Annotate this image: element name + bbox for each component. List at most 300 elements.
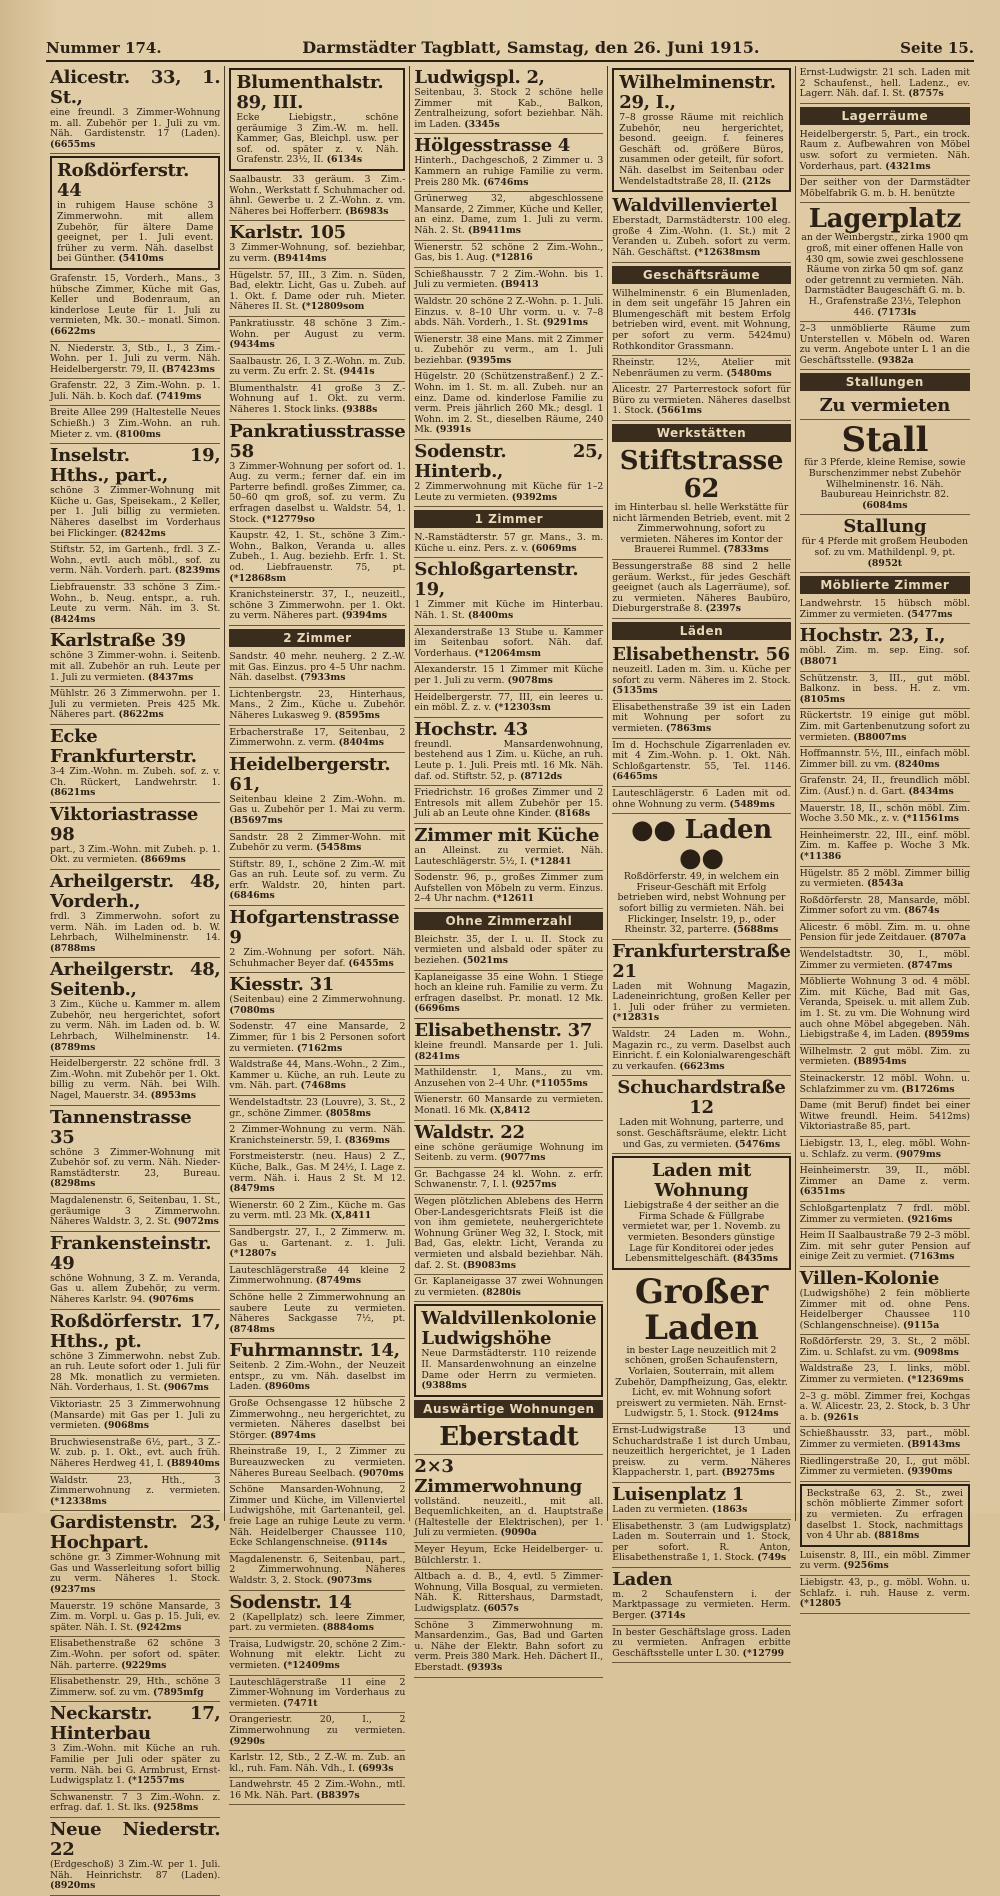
ad-reference: (6455ms <box>348 957 394 969</box>
ad-body: Heidelbergerstr. 22 schöne frdl. 3 Zim.-Wohn. mit Zubehör per 1. Okt. billig zu verm. Näh. bei Wilh. Nagel, Mauerstr. 34. <box>50 1058 221 1102</box>
classified-ad <box>414 1275 603 1302</box>
ad-body: Saalbaustr. 33 geräum. 3 Zim.-Wohn., Werkstatt f. Schuhmacher od. ähnl. Gewerbe u. 2 Z.-Wohn. z. vm. Näheres bei Hofferberr. <box>229 173 406 217</box>
ad-body: 3 Zim., Küche u. Kammer m. allem Zubehör, neu hergerichtet, sofort zu verm. Näh. im Laden od. b. W. Lehrbach, Wilhelminenstr. 14. <box>50 999 221 1043</box>
ad-reference: (3345s <box>464 118 500 130</box>
classified-ad <box>612 287 790 357</box>
classified-ad <box>229 382 405 420</box>
classified-ad <box>229 726 405 753</box>
classified-ad <box>414 626 603 664</box>
ad-reference: (6351ms <box>799 1186 845 1198</box>
classified-ad <box>229 906 405 973</box>
classified-ad <box>800 203 970 322</box>
classified-ad <box>800 747 970 774</box>
ad-body: 3 Zimmer-Wohnung per sofort od. 1. Aug. zu verm.; ferner daf. ein im Parterre befindl. großes Zimmer, ca. 50–60 qm groß, sof. zu verm. Zu erfragen daselbst u. Waldstr. 54, 1. Stock. <box>229 460 406 525</box>
ad-body: in bester Lage neuzeitlich mit 2 schönen, großen Schaufenstern, Vorlaien, Souterrain, mit allem Zubehör, Dampfheizung, Gas, elektr. Licht, ev. mit Wohnung sofort preiswert zu vermieten. Näh. Ernst-Ludwigstr. 5, 1. Stock. <box>615 1344 788 1420</box>
ad-reference: (9070ms <box>358 1467 404 1479</box>
classified-ad <box>50 1675 220 1702</box>
classified-ad <box>612 445 790 560</box>
ad-body: m. 2 Schaufenstern i. der Marktpassage zu vermieten. Herm. Berger. <box>612 1588 791 1622</box>
ad-body: In bester Geschäftslage gross. Laden zu vermieten. Anfragen erbitte Geschäftsstelle unter L 30. <box>612 1626 791 1659</box>
ad-reference: (9388ms <box>421 1380 467 1392</box>
ad-reference: (*12799 <box>742 1647 785 1659</box>
ad-reference: (B9413 <box>500 279 539 291</box>
ad-body: Steinackerstr. 12 möbl. Wohn. u. Schlafzimmer zu vm. <box>799 1073 971 1095</box>
ad-body: 3 Zimmer-Wohnung, sof. beziehbar, zu verm. <box>229 242 406 264</box>
ad-reference: (6993s <box>357 1762 394 1774</box>
classified-ad <box>229 1445 405 1483</box>
ad-body: Sandstr. 28 2 Zimmer-Wohn. mit Zubehör zu verm. <box>229 831 406 854</box>
ad-reference: (6069ms <box>531 542 577 554</box>
ad-body: Ernst-Ludwigstraße 13 und Schuchardstraße 1 ist durch Umbau, neuzeitlich hergerichtet, je 1 Laden preisw. zu verm. Näheres Klappacherstr. 1, part. <box>612 1424 791 1479</box>
ad-heading: Roßdörferstr. 44 <box>57 160 190 202</box>
classified-ad <box>229 317 405 355</box>
classified-ad <box>612 383 790 421</box>
ad-reference: (9258ms <box>152 1802 199 1814</box>
ad-body: im Hinterbau sl. helle Werkstätte für nicht lärmenden Betrieb, event. mit 2 Zimmerwohnung, sofort zu vermieten. Näheres im Kontor der Brauerei Rummel. <box>612 502 791 556</box>
ad-reference: (9077ms <box>500 1152 546 1164</box>
ad-reference: (5021ms <box>462 955 508 967</box>
ad-body: Seitenbau, 3. Stock 2 schöne helle Zimmer mit Kab., Balkon, Zentralheizung, sofort beziehbar. Näh. im Laden. <box>414 87 604 130</box>
classified-ad <box>50 1637 220 1675</box>
ad-body: Rheinstraße 19, I., 2 Zimmer zu Bureauzwecken zu vermieten. Näheres Bureau Seelbach. <box>229 1446 406 1479</box>
ad-body: Wienerstr. 60 Mansarde zu vermieten. Monatl. 16 Mk. <box>414 1094 604 1116</box>
ad-reference: (8241ms <box>414 1050 460 1062</box>
ad-body: kleine freundl. Mansarde per 1. Juli. <box>414 1040 604 1052</box>
classified-ad <box>800 597 970 624</box>
classified-ad <box>50 687 220 725</box>
ad-body: Liebigstr. 43, p., g. möbl. Wohn. u. Schlafz. i. ruh. Hause z. verm. <box>799 1576 971 1599</box>
classified-ad <box>414 1421 603 1455</box>
ad-reference: (9098ms <box>913 1346 959 1358</box>
ad-reference: (B8940ms <box>166 1457 220 1469</box>
classified-ad <box>229 1291 405 1339</box>
ad-reference: (9067ms <box>163 1382 209 1394</box>
ad-reference: (B7423ms <box>161 363 215 375</box>
ad-heading: Schuchardstraße 12 <box>617 1077 786 1119</box>
ad-heading: Großer Laden <box>634 1271 769 1348</box>
ad-heading: Neckarstr. 17, Hinterbau <box>50 1703 221 1745</box>
ad-body: Bleichstr. 35, der I. u. II. Stock zu vermieten und alsbald oder später zu beziehen. <box>414 933 604 967</box>
ad-body: Elisabethenstr. 29, Hth., schöne 3 Zimmerw. sof. zu vm. <box>50 1676 221 1698</box>
ad-body: Wilhelmstr. 2 gut möbl. Zim. zu vermieten. <box>799 1045 971 1068</box>
ad-reference: (*12807s <box>229 1248 277 1260</box>
ad-body: frdl. 3 Zimmerwohn. sofort zu verm. Näh. im Laden od. b. W. Lehrbach, Wilhelminenstr. 14. <box>50 910 221 944</box>
ad-body: Hügelstr. 20 (Schützenstraßenf.) 2 Z.-Wohn. im 1. St. m. all. Zubeh. nur an einz. Dame od. kinderlose Familie zu verm. Preis jährlich 260 Mk.; desgl. 1 Wohn. im 2. St., dieselben Räume, 240 Mk. <box>414 371 604 436</box>
classified-ad <box>229 1020 405 1058</box>
ad-heading: Tannenstrasse 35 <box>50 1106 192 1148</box>
ad-reference: (9237ms <box>50 1584 96 1596</box>
ad-reference: (9261s <box>822 1411 859 1423</box>
classified-ad <box>414 1168 603 1195</box>
ad-body: Wienerstr. 52 schöne 2 Zim.-Wohn., Gas, bis 1. Aug. <box>414 241 604 264</box>
classified-ad <box>414 871 603 909</box>
ad-body: Gr. Bachgasse 24 kl. Wohn. z. erfr. Schwanenstr. 7, I. l. <box>414 1168 604 1191</box>
column-1 <box>46 66 225 1892</box>
ad-body: vollständ. neuzeitl., mit all. Bequemlichkeiten, an d. Hauptstraße (Haltestelle der Elektrischen), per 1. Juli zu vermieten. <box>414 1495 604 1539</box>
ad-reference: (6696ms <box>414 1003 460 1015</box>
classified-ad <box>50 1106 220 1194</box>
ad-reference: (9124ms <box>733 1408 779 1420</box>
ad-heading: Pankratiusstrasse 58 <box>229 420 406 462</box>
classified-ad <box>50 379 220 406</box>
ad-heading: Elisabethenstr. 37 <box>414 1020 593 1042</box>
ad-reference: (6134s <box>326 154 363 166</box>
ad-body: für 3 Pferde, kleine Remise, sowie Burschenzimmer nebst Zubehör Wilhelminenstr. 16. Näh. Baubureau Heinrichstr. 82. <box>804 457 966 501</box>
classified-ad <box>229 1123 405 1150</box>
ad-reference: (8100ms <box>115 428 161 440</box>
ad-body: eine schöne geräumige Wohnung im Seitenb. zu verm. <box>414 1141 604 1164</box>
ad-body: Grafenstr. 24, II., freundlich möbl. Zim. (Ausf.) n. d. Gart. <box>799 775 971 797</box>
ad-reference: (7173ls <box>877 306 917 318</box>
ad-body: Kaplaneigasse 35 eine Wohn. 1 Stiege hoch an kleine ruh. Familie zu verm. Zu erfragen daselbst. Pr. monatl. 12 Mk. <box>414 971 604 1004</box>
ad-body: Meyer Heyum, Ecke Heidelberger- u. Bülchlerstr. 1. <box>414 1544 604 1566</box>
ad-body: Blumenthalstr. 41 große 3 Z.-Wohnung auf 1. Okt. zu verm. Näheres 1. Stock links. <box>229 382 406 416</box>
ad-reference: (*12557ms <box>127 1775 185 1787</box>
ad-body: Wendelstadtstr. 30, I., möbl. Zimmer zu vermieten. <box>799 949 971 971</box>
ad-body: 2 Zim.-Wohnung per sofort. Näh. Schuhmacher Beyer daf. <box>229 947 406 969</box>
classified-ad <box>229 1483 405 1553</box>
ad-reference: (8747ms <box>907 959 953 971</box>
ad-body: Magdalenenstr. 6, Seitenbau, part., 2 Zimmerwohnung. Näheres Waldstr. 3, 2. Stock. <box>229 1553 406 1586</box>
ad-body: 2–3 unmöblierte Räume zum Unterstellen v. Möbeln od. Waren zu verm. Angebote unter L 1 an die Geschäftsstelle. <box>799 323 971 366</box>
classified-ad <box>229 1778 405 1805</box>
classified-ad <box>612 787 790 814</box>
classified-ad <box>800 1362 970 1389</box>
ad-reference: (6465ms <box>612 771 658 783</box>
ad-reference: (*12064msm <box>474 647 541 659</box>
ad-body: Lauteschlägerstr. 6 Laden mit od. ohne Wohnung zu verm. <box>612 787 791 810</box>
ad-heading: Eberstadt <box>439 1421 579 1452</box>
ad-reference: (5489ms <box>729 798 775 810</box>
ad-body: Rheinstr. 12½, Atelier mit Nebenräumen zu verm. <box>612 357 791 379</box>
ad-reference: (2397s <box>705 603 741 615</box>
classified-ad <box>50 1474 220 1512</box>
classified-ad <box>229 1339 405 1397</box>
ad-body: Beckstraße 63, 2. St., zwei schön möblierte Zimmer sofort zu vermieten. Zu erfragen daselbst 1. Stock, nachmittags von 4 Uhr ab. <box>806 1487 964 1542</box>
classified-ad <box>229 1226 405 1264</box>
ad-reference: (8959ms <box>923 1029 970 1041</box>
ad-body: Heinheimerstr. 22, III., einf. möbl. Zim. m. Kaffee p. Woche 3 Mk. <box>799 829 971 852</box>
ad-reference: (9068ms <box>103 1420 149 1432</box>
ad-reference: (3714s <box>649 1610 686 1622</box>
ad-body: Schöne Mansarden-Wohnung, 2 Zimmer und Küche, im Villenviertel Ludwigshöhe, mit Gartenanteil, gel. freie Lage an ruhige Leute zu verm. Näh. Heidelberger Chaussee 110, Ecke Schlangenschneise. <box>229 1484 406 1549</box>
ad-reference: (5480ms <box>726 367 772 379</box>
ad-body: Waldstraße 23, I. links, möbl. Zimmer zu vermieten. <box>799 1363 971 1386</box>
classified-ad <box>414 1195 603 1275</box>
ad-reference: (9382a <box>877 354 914 366</box>
ad-body: Roßdörferstr. 28, Mansarde, möbl. Zimmer sofort zu vm. <box>799 894 971 917</box>
ad-body: Stiftstr. 89, I., schöne 2 Zim.-W. mit Gas an ruh. Leute sof. zu verm. Zu erfr. Waldstr. 20, hinten part. <box>229 858 406 891</box>
ad-reference: (B6983s <box>345 205 389 217</box>
ad-body: 3 Zim.-Wohn. mit Küche an ruh. Familie per Juli oder später zu verm. Näh. bei G. Armbrust, Ernst-Ludwigsplatz 1. <box>50 1743 221 1787</box>
ad-body: Luisenstr. 8, III., ein möbl. Zimmer zu verm. <box>799 1549 971 1572</box>
ad-reference: (8242ms <box>120 527 166 539</box>
classified-ad <box>229 1713 405 1751</box>
classified-ad <box>612 68 790 192</box>
ad-body: 7–8 grosse Räume mit reichlich Zubehör, neu hergerichtet, besond. geeign. f. feineres Geschäft od. größere Büros, zusammen oder geteilt, für sofort. Näh. daselbst im Seitenbau oder Wendelstadtstraße 28, II. <box>619 112 784 187</box>
ad-heading: Inselstr. 19, Hths., part., <box>50 445 221 487</box>
ad-reference: (*12805 <box>799 1598 842 1610</box>
ad-reference: (749s <box>757 1552 787 1564</box>
ad-body: (Ludwigshöhe) 2 fein möblierte Zimmer mit od. ohne Pens. Heidelberger Chaussee 110 (Schlangenschneise). <box>799 1287 971 1331</box>
ad-body: Friedrichstr. 16 großes Zimmer und 2 Entresols mit allem Zubehör per 15. Juli ab an Leute ohne Kinder. <box>414 787 604 820</box>
ad-body: Bessungerstraße 88 sind 2 helle geräum. Werkst., für jedes Geschäft geeignet (auch als Lagerräume), sof. zu vermieten. Näheres Baubüro, Dieburgerstraße 8. <box>612 561 791 615</box>
ad-body: Sodenstr. 96, p., großes Zimmer zum Aufstellen von Möbeln zu verm. Einzus. 2–4 Uhr nachm. <box>414 872 604 905</box>
classified-ad <box>612 739 790 787</box>
ad-reference: (5135ms <box>612 685 658 697</box>
classified-ad <box>800 1229 970 1267</box>
ad-heading: Villen-Kolonie <box>799 1267 940 1289</box>
ad-heading: Blumenthalstr. 89, III. <box>236 72 384 113</box>
classified-ad <box>50 1232 220 1310</box>
ad-heading: Hofgartenstrasse 9 <box>229 907 400 949</box>
ad-body: Wilhelminenstr. 6 ein Blumenladen, in dem seit ungefähr 15 Jahren ein Blumengeschäft mit bestem Erfolg betrieben wird, event. mit Wohnung, per sofort zu verm. 5424mu) Rothkonditor Grassmann. <box>612 287 791 352</box>
ad-reference: (B9083ms <box>462 1259 516 1271</box>
ad-reference: (8479ms <box>229 1183 275 1195</box>
classified-ad <box>229 221 405 268</box>
classified-ad <box>414 134 603 192</box>
classified-ad <box>50 156 220 270</box>
ad-reference: (8058ms <box>325 1107 371 1119</box>
classified-ad <box>800 948 970 975</box>
ad-reference: (B9411ms <box>467 224 522 236</box>
ad-body: Seitenb. 2 Zim.-Wohn., der Neuzeit entspr., zu vm. Näh. daselbst im Laden. <box>229 1360 406 1393</box>
ad-reference: (8621ms <box>50 787 96 799</box>
ad-reference: (9256ms <box>843 1560 889 1572</box>
classified-ad <box>414 1093 603 1120</box>
ad-body: Roßdörferstr. 49, in welchem ein Friseur-Geschäft mit Erfolg betrieben wird, nebst Wohnung per sofort billig zu vermieten. Näh. bei Flickinger, Inselstr. 19, p., oder Rheinstr. 32, parterre. <box>617 871 786 936</box>
section-header: Werkstätten <box>612 424 790 442</box>
classified-ad <box>229 173 405 221</box>
ad-body: Im d. Hochschule Zigarrenladen ev. mit 4 Zim.-Wohn. p. 1. Okt. Näh. Schloßgartenstr. 55, Tel. 1146. <box>612 739 791 772</box>
ad-body: Stiftstr. 52, im Gartenh., frdl. 3 Z.-Wohn., evtl. auch möbl., sof. zu verm. Näh. Vorderh. part. <box>50 544 221 577</box>
classified-ad <box>800 1137 970 1164</box>
ad-body: Mauerstr. 18, II., schön möbl. Zim. Woche 3.50 Mk., z. v. <box>799 802 971 825</box>
ad-body: part., 3 Zim.-Wohn. mit Zubeh. p. 1. Okt. zu vermieten. <box>50 843 221 866</box>
section-header: Stallungen <box>800 373 970 391</box>
classified-ad <box>229 588 405 626</box>
classified-ad <box>229 1096 405 1123</box>
ad-reference: (9257ms <box>511 1179 557 1191</box>
ad-reference: (8960ms <box>264 1381 310 1393</box>
ad-body: Laden mit Wohnung Magazin, Ladeneinrichtung, großen Keller per 1. Juli oder früher zu vermieten. <box>612 980 791 1013</box>
ad-reference: (5477ms <box>907 608 953 620</box>
ad-reference: (*12816 <box>491 252 533 264</box>
ad-reference: (9395ms <box>466 354 512 366</box>
classified-ad <box>800 1164 970 1202</box>
classified-ad <box>50 1818 220 1896</box>
ad-reference: (8920ms <box>50 1880 96 1892</box>
ad-body: 1 Zimmer mit Küche im Hinterbau. Näh. 1. St. <box>414 599 604 621</box>
classified-ad <box>50 581 220 629</box>
ad-reference: (8712ds <box>520 770 563 782</box>
classified-ad <box>50 1600 220 1638</box>
classified-ad <box>50 1398 220 1436</box>
classified-ad <box>800 128 970 176</box>
classified-ad <box>612 1156 790 1270</box>
ad-reference: (8434ms <box>908 785 954 797</box>
classified-ad <box>229 831 405 858</box>
ad-heading: Ludwigspl. 2, <box>414 67 545 88</box>
ad-body: Waldstr. 23, Hth., 3 Zimmerwohnung z. vermieten. <box>50 1474 221 1497</box>
classified-ad <box>229 650 405 688</box>
ad-body: Wienerstr. 38 eine Mans. mit 2 Zimmer u. Zubehör zu verm., am 1. Juli beziehbar. <box>414 333 604 366</box>
section-header: Geschäftsräume <box>612 266 790 284</box>
ad-reference: (*12369ms <box>907 1374 964 1386</box>
ad-reference: (5410ms <box>118 253 164 265</box>
ad-body: Alicestr. 27 Parterrestock sofort für Büro zu vermieten. Näheres daselbst 1. Stock. <box>612 384 791 417</box>
ad-reference: (8669ms <box>140 854 186 866</box>
ad-heading: Alicestr. 33, 1. St., <box>50 67 221 108</box>
ad-body: Grafenstr. 22, 3 Zim.-Wohn. p. 1. Juli. Näh. b. Koch daf. <box>50 380 221 402</box>
ad-body: Gr. Kaplaneigasse 37 zwei Wohnungen zu vermieten. <box>414 1276 604 1298</box>
classified-ad <box>229 355 405 382</box>
classified-ad <box>50 1791 220 1818</box>
ad-body: (Erdgeschoß) 3 Zim.-W. per 1. Juli. Näh. Heinrichstr. 87 (Laden). <box>50 1858 221 1881</box>
ad-heading: Luisenplatz 1 <box>612 1483 745 1505</box>
ad-heading: Zimmer mit Küche <box>414 824 600 846</box>
classified-ad <box>800 624 970 671</box>
ad-reference: (*12638msm <box>693 246 761 258</box>
classified-ad <box>800 176 970 203</box>
classified-ad <box>414 440 603 507</box>
classified-ad <box>414 66 603 134</box>
ad-reference: (7163ms <box>909 1251 955 1263</box>
ad-heading: Stallung <box>843 516 927 538</box>
classified-ad <box>800 894 970 921</box>
classified-ad <box>414 786 603 824</box>
classified-ad <box>414 268 603 295</box>
classified-ad <box>612 356 790 383</box>
ad-body: Heinheimerstr. 39, II., möbl. Zimmer an Dame z. verm. <box>799 1165 971 1187</box>
classified-ad <box>50 958 220 1057</box>
ad-body: Eberstadt, Darmstädterstr. 100 eleg. große 4 Zim.-Wohn. (1. St.) mit 2 Veranden u. Zubeh. sofort zu verm. Näh. Geschäftst. <box>612 215 791 258</box>
ad-body: Schloßgartenplatz 7 frdl. möbl. Zimmer zu vermieten. <box>799 1202 971 1225</box>
classified-ad <box>800 975 970 1045</box>
ad-body: N. Niederstr. 3, Stb., I., 3 Zim.-Wohn. per 1. Juli zu verm. Näh. Heidelbergerstr. 79, II. <box>50 342 221 375</box>
ad-body: schöne 3 Zimmerwohn. nebst Zub. an ruh. Leute sofort oder 1. Juli für 28 Mk. monatlich zu vermieten. Näh. Vorderhaus, 1. St. <box>50 1350 221 1394</box>
ad-reference: (8953ms <box>150 1090 196 1102</box>
classified-ad <box>414 824 603 871</box>
classified-ad <box>800 709 970 747</box>
ad-body: für 4 Pferde mit großem Heuboden sof. zu vm. Mathildenpl. 9, pt. <box>801 536 968 559</box>
ad-reference: (B9143ms <box>907 1439 961 1451</box>
ad-body: Mathildenstr. 1, Mans., zu vm. Anzusehen von 2–4 Uhr. <box>414 1067 604 1089</box>
ad-body: Sandstr. 40 mehr. neuherg. 2 Z.-W. mit Gas. Einzus. pro 4–5 Uhr nachm. Näh. daselbst. <box>229 650 406 684</box>
ad-reference: (8789ms <box>50 1041 96 1053</box>
classified-ad <box>800 1549 970 1576</box>
ad-reference: (8952t <box>867 557 903 569</box>
classified-ad <box>800 515 970 573</box>
ad-heading: Fuhrmannstr. 14, <box>229 1340 400 1362</box>
ad-body: eine freundl. 3 Zimmer-Wohnung m. all. Zubehör per 1. Juli zu vm. Näh. Gardistenstr. 17 (Laden). <box>50 107 221 140</box>
classified-ad <box>50 1436 220 1474</box>
ad-reference: (8674s <box>903 905 940 917</box>
ad-body: Schießhausstr. 7 2 Zim.-Wohn. bis 1. Juli zu vermieten. <box>414 268 604 291</box>
ad-reference: (9242ms <box>136 1621 182 1633</box>
ad-reference: (*12779so <box>261 513 315 525</box>
ad-body: Laden zu vermieten. <box>612 1503 712 1515</box>
ad-reference: (9393s <box>466 1662 503 1673</box>
ad-heading: Frankensteinstr. 49 <box>50 1232 212 1274</box>
classified-ad <box>414 691 603 718</box>
ad-reference: (9090a <box>500 1527 537 1539</box>
columns <box>46 66 974 1892</box>
classified-ad <box>612 1626 790 1664</box>
classified-ad <box>414 370 603 440</box>
ad-heading: Waldvillenkolonie Ludwigshöhe <box>421 1308 597 1350</box>
ad-body: Lauteschlägerstraße 11 eine 2 Zimmer-Wohnung im Vorderhaus zu vermieten. <box>229 1676 406 1709</box>
ad-body: Saalbaustr. 26, I. 3 Z.-Wohn. m. Zub. zu verm. Zu erfr. 2. St. <box>229 355 406 378</box>
ad-reference: (6655ms <box>50 138 96 150</box>
classified-ad <box>800 802 970 829</box>
ad-reference: (6057s <box>483 1603 519 1615</box>
classified-ad <box>50 66 220 154</box>
ad-body: Große Ochsengasse 12 hübsche 2 Zimmerwohng., neu hergerichtet, zu vermieten. Näheres daselbst bei Störger. <box>229 1398 406 1441</box>
classified-ad <box>229 1638 405 1676</box>
ad-reference: (8369ms <box>344 1134 390 1146</box>
ad-body: Pankratiusstr. 48 schöne 3 Zim.-Wohn. per August zu verm. <box>229 317 406 340</box>
ad-heading: Karlstr. 105 <box>229 222 346 244</box>
masthead <box>46 38 974 62</box>
ad-reference: (7162ms <box>296 1042 343 1054</box>
ad-reference: (9078ms <box>507 674 553 686</box>
classified-ad <box>414 531 603 558</box>
ad-reference: (9434ms <box>229 339 275 351</box>
classified-ad <box>414 1121 603 1168</box>
ad-body: Alexanderstr. 15 1 Zimmer mit Küche per 1. Juli zu verm. <box>414 664 604 686</box>
page-number: Seite 15. <box>900 39 974 57</box>
classified-ad <box>414 241 603 268</box>
classified-ad <box>229 1676 405 1714</box>
ad-body: Roßdörferstr. 29, 3. St., 2 möbl. Zim. u. Schlafst. zu vm. <box>799 1336 971 1358</box>
ad-body: Kaupstr. 42, 1. St., schöne 3 Zim.-Wohn., Balkon, Veranda u. alles Zubeh., 1. Aug. beziehb. Erfr. 1. St. od. Liebfrauenstr. 75, pt. <box>229 530 406 573</box>
ad-heading: Hochstr. 43 <box>414 718 529 740</box>
ad-reference: (7080ms <box>229 1004 275 1016</box>
ad-body: 3-4 Zim.-Wohn. m. Zubeh. sof. z. v. Ch. Rückert, Landwehrstr. 1. <box>50 765 221 788</box>
ad-reference: (*12303sm <box>494 702 551 714</box>
classified-ad <box>229 753 405 831</box>
classified-ad <box>800 420 970 515</box>
ad-reference: (B8071 <box>799 656 838 667</box>
ad-reference: (9391s <box>435 424 471 436</box>
ad-reference: (9390ms <box>907 1466 953 1478</box>
ad-reference: (9079ms <box>895 1148 941 1160</box>
classified-ad <box>414 333 603 371</box>
ad-reference: (8788ms <box>50 942 96 954</box>
ad-reference: (8818ms <box>873 1530 920 1542</box>
ad-heading: Sodenstr. 25, Hinterb., <box>414 441 604 483</box>
ad-reference: (8280is <box>481 1286 521 1298</box>
classified-ad <box>612 1028 790 1076</box>
ad-body: Waldstr. 24 Laden m. Wohn., Magazin rc., zu verm. Daselbst auch Einricht. f. ein Kolonialwarengeschäft zu verkaufen. <box>612 1029 791 1072</box>
ad-body: Grünerweg 32, abgeschlossene Mansarde, 2 Zimmer, Küche und Keller, an einz. Dame, zum 1. Juli zu verm. Näh. 2. St. <box>414 193 604 236</box>
classified-ad <box>229 688 405 726</box>
ad-reference: (8400ms <box>467 610 514 621</box>
ad-reference: (4321ms <box>885 160 931 172</box>
ad-body: Liebigstraße 4 der seither an die Firma Schade & Füllgrabe vermietet war, per 1. Novemb. zu vermieten. Besonders günstige Lage für Konditorei oder jedes Lebensmittelgeschäft. <box>622 1200 781 1265</box>
classified-ad <box>229 1264 405 1291</box>
classified-ad <box>800 1335 970 1362</box>
ad-reference: (9291ms <box>542 317 588 329</box>
ad-reference: (B8397s <box>316 1789 360 1801</box>
ad-reference: (8168s <box>554 808 591 820</box>
ad-reference: (B8007ms <box>853 731 907 743</box>
ad-heading: Waldvillenviertel <box>612 195 778 217</box>
ad-heading: Elisabethenstr. 56 <box>612 644 790 665</box>
classified-ad <box>800 322 970 370</box>
classified-ad <box>414 1543 603 1570</box>
